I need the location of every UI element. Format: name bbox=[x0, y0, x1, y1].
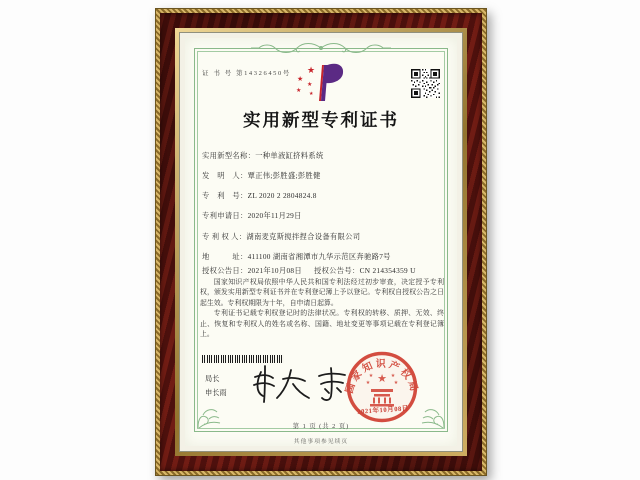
frame-wood bbox=[160, 13, 482, 471]
grant-no-value: CN 214354359 U bbox=[359, 266, 416, 275]
field-row-patent-no bbox=[202, 191, 445, 201]
field-label: 专 利 权 人： bbox=[202, 232, 247, 241]
seal-date: 2021年10月08日 bbox=[357, 405, 410, 416]
frame-mat bbox=[179, 32, 463, 452]
svg-text:★: ★ bbox=[307, 82, 313, 88]
cnipa-logo-icon bbox=[294, 61, 348, 103]
field-label: 地 址： bbox=[202, 252, 248, 261]
grant-no-label: 授权公告号： bbox=[313, 266, 360, 275]
field-value: 湖南麦克斯搅拌捏合设备有限公司 bbox=[246, 232, 361, 241]
field-value: ZL 2020 2 2804824.8 bbox=[247, 191, 317, 200]
grant-date-label: 授权公告日： bbox=[202, 266, 248, 275]
field-value: 一种单液缸挤料系统 bbox=[255, 151, 324, 160]
field-label: 发 明 人： bbox=[202, 171, 248, 180]
field-row-filing-date bbox=[202, 211, 445, 221]
seal-text: 国家知识产权局 bbox=[344, 358, 420, 395]
svg-text:★: ★ bbox=[297, 75, 304, 83]
field-row-grant bbox=[202, 266, 445, 276]
legal-text bbox=[200, 278, 444, 340]
field-label: 实用新型名称： bbox=[202, 151, 256, 160]
field-value: 覃正伟;彭胜盛;彭胜健 bbox=[247, 171, 321, 180]
field-row-address bbox=[202, 252, 445, 262]
legal-paragraph: 专利证书记载专利权登记时的法律状况。专利权的转移、质押、无效、终止、恢复和专利权人的姓名或名称、国籍、地址变更等事项记载在专利登记簿上。 bbox=[200, 310, 444, 339]
field-label: 专利申请日： bbox=[202, 211, 248, 220]
issuer-name: 申长雨 bbox=[205, 389, 227, 397]
field-row-name bbox=[202, 151, 445, 161]
svg-text:★: ★ bbox=[307, 65, 316, 75]
svg-text:★: ★ bbox=[390, 374, 396, 379]
certificate-paper bbox=[185, 38, 457, 446]
field-label: 专 利 号： bbox=[202, 191, 248, 200]
frame-gold-bevel bbox=[175, 28, 467, 456]
picture-frame bbox=[155, 8, 487, 476]
svg-text:★: ★ bbox=[377, 373, 387, 385]
back-note: 其他事项参见续页 bbox=[293, 439, 349, 445]
svg-text:★: ★ bbox=[296, 88, 302, 94]
legal-paragraph: 国家知识产权局依照中华人民共和国专利法经过初步审查，决定授予专利权，颁发实用新型专利证书并在专利登记簿上予以登记。专利权自授权公告之日起生效。专利权期限为十年，自申请日起算。 bbox=[200, 279, 444, 307]
svg-text:★: ★ bbox=[365, 381, 371, 386]
field-value: 2020年11月29日 bbox=[247, 211, 302, 220]
certificate-number: 证 书 号 第14326450号 bbox=[202, 70, 291, 77]
page-number: 第 1 页 (共 2 页) bbox=[292, 423, 350, 430]
qr-code-icon bbox=[411, 67, 440, 100]
grant-date-value: 2021年10月08日 bbox=[247, 266, 302, 275]
svg-text:★: ★ bbox=[309, 92, 314, 97]
field-value: 411100 湖南省湘潭市九华示范区奔驰路7号 bbox=[247, 252, 391, 261]
svg-text:★: ★ bbox=[393, 381, 399, 386]
certificate-title: 实用新型专利证书 bbox=[243, 110, 399, 130]
issuer-title: 局长 bbox=[205, 375, 220, 383]
field-row-patentee bbox=[202, 232, 445, 242]
field-row-inventors bbox=[202, 171, 445, 181]
svg-text:★: ★ bbox=[368, 374, 374, 379]
signature bbox=[243, 362, 358, 410]
vine-flourish-icon bbox=[185, 39, 457, 56]
